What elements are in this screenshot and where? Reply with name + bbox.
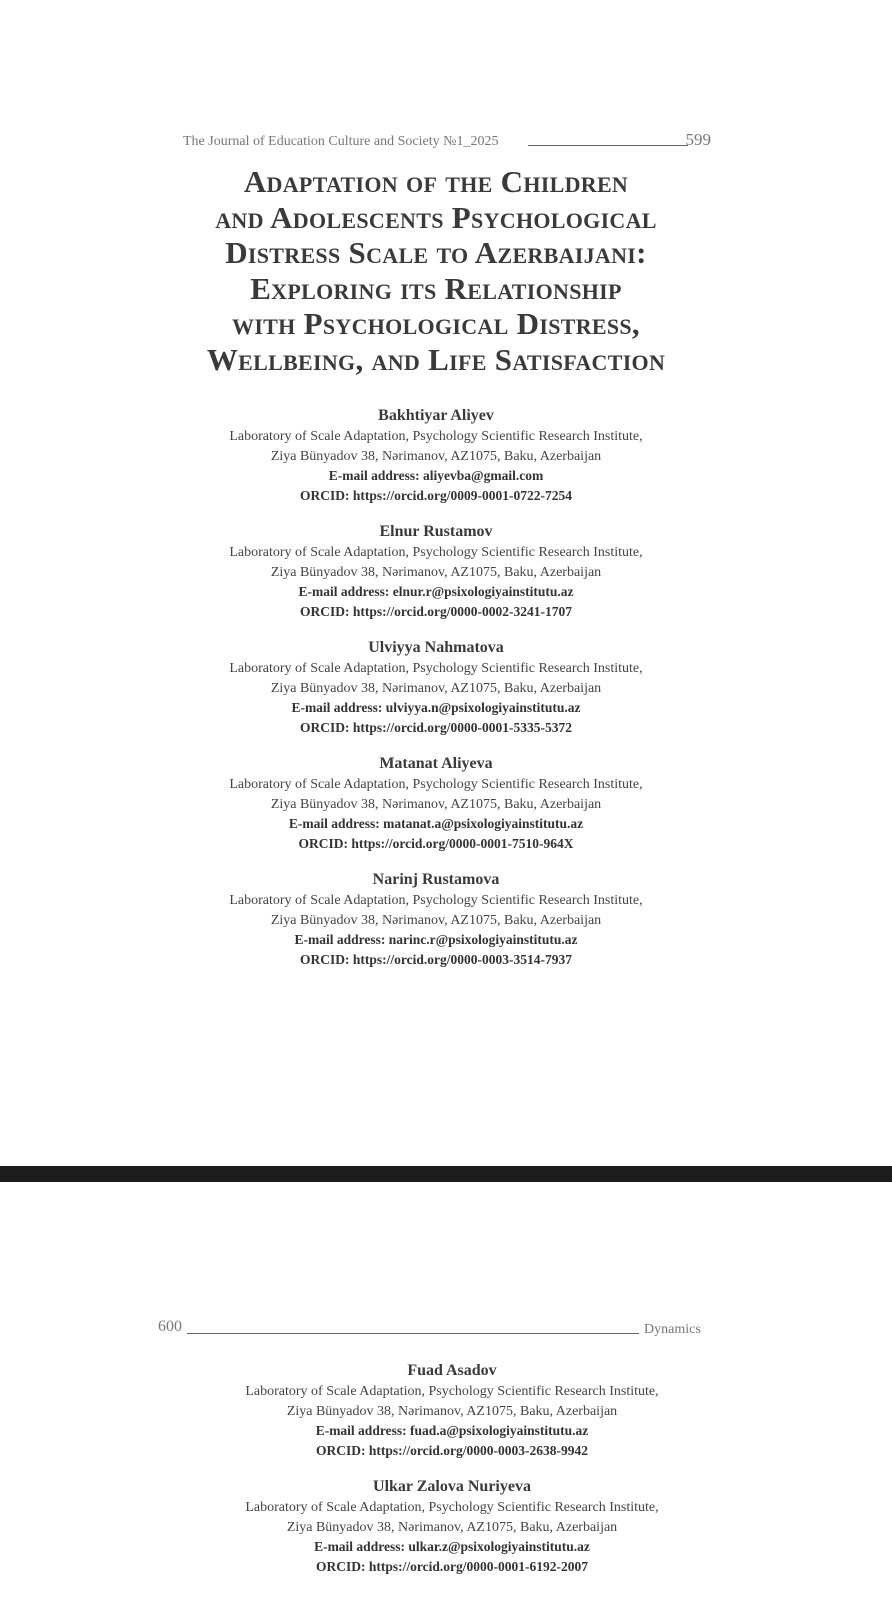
author-affiliation: Laboratory of Scale Adaptation, Psychology Scientific Research Institute, <box>229 545 643 560</box>
author-address: Ziya Bünyadov 38, Nərimanov, AZ1075, Baku, Azerbaijan <box>270 564 602 580</box>
author-orcid: ORCID: https://orcid.org/0000-0003-3514-7937 <box>300 951 572 967</box>
author-address: Ziya Bünyadov 38, Nərimanov, AZ1075, Baku, Azerbaijan <box>270 448 602 464</box>
title-line: Distress Scale to Azerbaijani: <box>225 235 647 270</box>
author-address: Ziya Bünyadov 38, Nərimanov, AZ1075, Baku, Azerbaijan <box>286 1403 618 1419</box>
author-orcid: ORCID: https://orcid.org/0000-0001-6192-2007 <box>316 1558 588 1574</box>
author-address: Ziya Bünyadov 38, Nərimanov, AZ1075, Baku, Azerbaijan <box>270 680 602 696</box>
author-affiliation: Laboratory of Scale Adaptation, Psychology Scientific Research Institute, <box>229 777 643 792</box>
author-name: Ulkar Zalova Nuriyeva <box>373 1478 531 1495</box>
author-block <box>166 1360 738 1476</box>
running-header <box>183 130 711 154</box>
author-affiliation: Laboratory of Scale Adaptation, Psychology Scientific Research Institute, <box>229 893 643 908</box>
author-address: Ziya Bünyadov 38, Nərimanov, AZ1075, Baku, Azerbaijan <box>286 1519 618 1535</box>
author-name: Elnur Rustamov <box>379 523 493 540</box>
author-list <box>150 405 722 985</box>
author-block <box>150 753 722 869</box>
author-list <box>166 1360 738 1592</box>
author-name: Matanat Aliyeva <box>379 755 493 772</box>
author-orcid: ORCID: https://orcid.org/0000-0001-7510-964X <box>298 835 574 851</box>
author-affiliation: Laboratory of Scale Adaptation, Psychology Scientific Research Institute, <box>245 1384 659 1399</box>
author-orcid: ORCID: https://orcid.org/0000-0003-2638-9942 <box>316 1442 588 1458</box>
title-line: with Psychological Distress, <box>232 306 640 341</box>
author-block <box>150 521 722 637</box>
author-affiliation: Laboratory of Scale Adaptation, Psychology Scientific Research Institute, <box>229 429 643 444</box>
author-affiliation: Laboratory of Scale Adaptation, Psychology Scientific Research Institute, <box>229 661 643 676</box>
author-block <box>150 869 722 985</box>
article-title <box>150 164 722 377</box>
author-orcid: ORCID: https://orcid.org/0009-0001-0722-7254 <box>300 487 572 503</box>
author-email: E-mail address: ulkar.z@psixologiyainstitutu.az <box>314 1539 590 1554</box>
author-name: Ulviyya Nahmatova <box>368 639 504 656</box>
author-block <box>150 637 722 753</box>
page-number: 600 <box>158 1318 182 1335</box>
author-email: E-mail address: narinc.r@psixologiyainstitutu.az <box>294 932 578 947</box>
section-name: Dynamics <box>644 1322 701 1337</box>
author-orcid: ORCID: https://orcid.org/0000-0001-5335-5372 <box>300 719 572 735</box>
title-line: Exploring its Relationship <box>250 270 622 306</box>
title-line: and Adolescents Psychological <box>215 199 657 235</box>
author-email: E-mail address: elnur.r@psixologiyainstitutu.az <box>298 584 574 599</box>
page-number: 599 <box>685 130 711 149</box>
author-name: Narinj Rustamova <box>372 871 500 888</box>
page-separator <box>0 1166 892 1182</box>
author-address: Ziya Bünyadov 38, Nərimanov, AZ1075, Baku, Azerbaijan <box>270 912 602 928</box>
author-email: E-mail address: aliyevba@gmail.com <box>328 468 544 483</box>
author-block <box>150 405 722 521</box>
header-rule <box>528 145 688 146</box>
author-email: E-mail address: ulviyya.n@psixologiyainstitutu.az <box>291 700 581 715</box>
title-line: Adaptation of the Children <box>243 164 629 199</box>
header-rule <box>187 1333 639 1334</box>
author-address: Ziya Bünyadov 38, Nərimanov, AZ1075, Baku, Azerbaijan <box>270 796 602 812</box>
author-orcid: ORCID: https://orcid.org/0000-0002-3241-1707 <box>300 603 572 619</box>
author-name: Bakhtiyar Aliyev <box>378 407 494 424</box>
author-block <box>166 1476 738 1592</box>
author-email: E-mail address: fuad.a@psixologiyainstitutu.az <box>315 1423 589 1438</box>
journal-name: The Journal of Education Culture and Society №1_2025 <box>183 134 499 149</box>
running-header <box>158 1318 705 1342</box>
title-line: Wellbeing, and Life Satisfaction <box>206 341 666 377</box>
author-name: Fuad Asadov <box>407 1362 497 1379</box>
author-email: E-mail address: matanat.a@psixologiyainstitutu.az <box>288 816 584 831</box>
author-affiliation: Laboratory of Scale Adaptation, Psychology Scientific Research Institute, <box>245 1500 659 1515</box>
